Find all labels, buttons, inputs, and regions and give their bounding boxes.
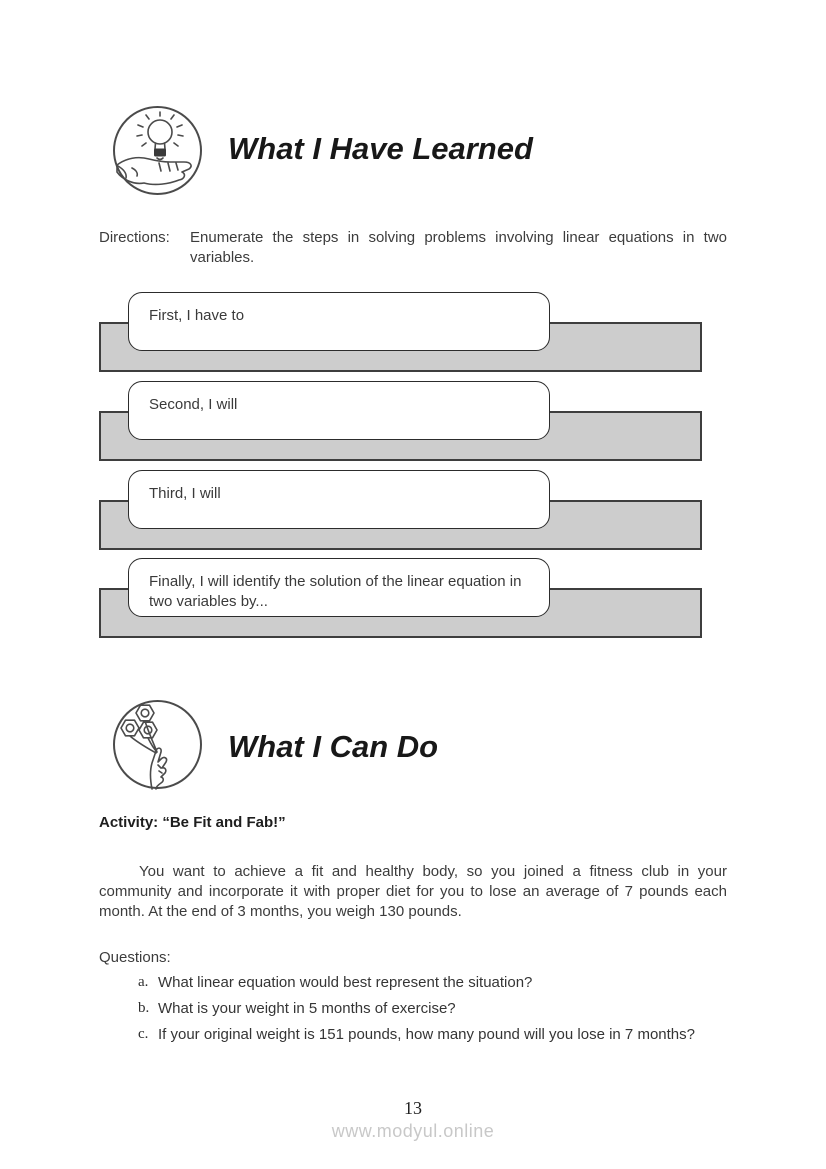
question-item-a xyxy=(138,975,778,990)
activity-heading: Activity: “Be Fit and Fab!” xyxy=(99,814,286,831)
step-row-2 xyxy=(99,381,702,461)
cando-section-title: What I Can Do xyxy=(228,729,439,764)
step-prompt: Finally, I will identify the solution of the linear equation in two variables by... xyxy=(149,573,522,610)
step-prompt: Third, I will xyxy=(149,485,221,502)
directions-block xyxy=(99,228,727,268)
watermark-text: www.modyul.online xyxy=(331,1121,495,1141)
step-row-1 xyxy=(99,292,702,372)
question-text: What linear equation would best represent the situation? xyxy=(158,974,533,991)
question-letter: b. xyxy=(138,1000,150,1016)
learned-section-title: What I Have Learned xyxy=(228,131,533,166)
step-answer-box xyxy=(128,292,550,351)
directions-label: Directions: xyxy=(99,229,170,246)
hand-flowers-icon xyxy=(112,699,203,790)
step-row-3 xyxy=(99,470,702,550)
step-row-4 xyxy=(99,558,702,638)
page-number: 13 xyxy=(404,1098,422,1118)
step-answer-box xyxy=(128,470,550,529)
step-answer-box xyxy=(128,381,550,440)
directions-text: Enumerate the steps in solving problems involving linear equations in two variables. xyxy=(190,229,727,266)
question-text: What is your weight in 5 months of exercise? xyxy=(158,1000,456,1017)
question-item-c xyxy=(138,1027,778,1042)
question-list xyxy=(138,975,778,1053)
activity-scenario-text: You want to achieve a fit and healthy body, so you joined a fitness club in your community and incorporate it with proper diet for you to lose an average of 7 pounds each month. At the end of 3 months, you weigh 130 pounds. xyxy=(99,863,727,920)
questions-label: Questions: xyxy=(99,949,171,966)
step-prompt: Second, I will xyxy=(149,396,238,413)
lightbulb-hand-icon xyxy=(112,105,203,196)
question-item-b xyxy=(138,1001,778,1016)
step-answer-box xyxy=(128,558,550,617)
question-letter: c. xyxy=(138,1026,149,1042)
question-letter: a. xyxy=(138,974,149,990)
step-prompt: First, I have to xyxy=(149,307,245,324)
question-text: If your original weight is 151 pounds, how many pound will you lose in 7 months? xyxy=(158,1026,695,1043)
